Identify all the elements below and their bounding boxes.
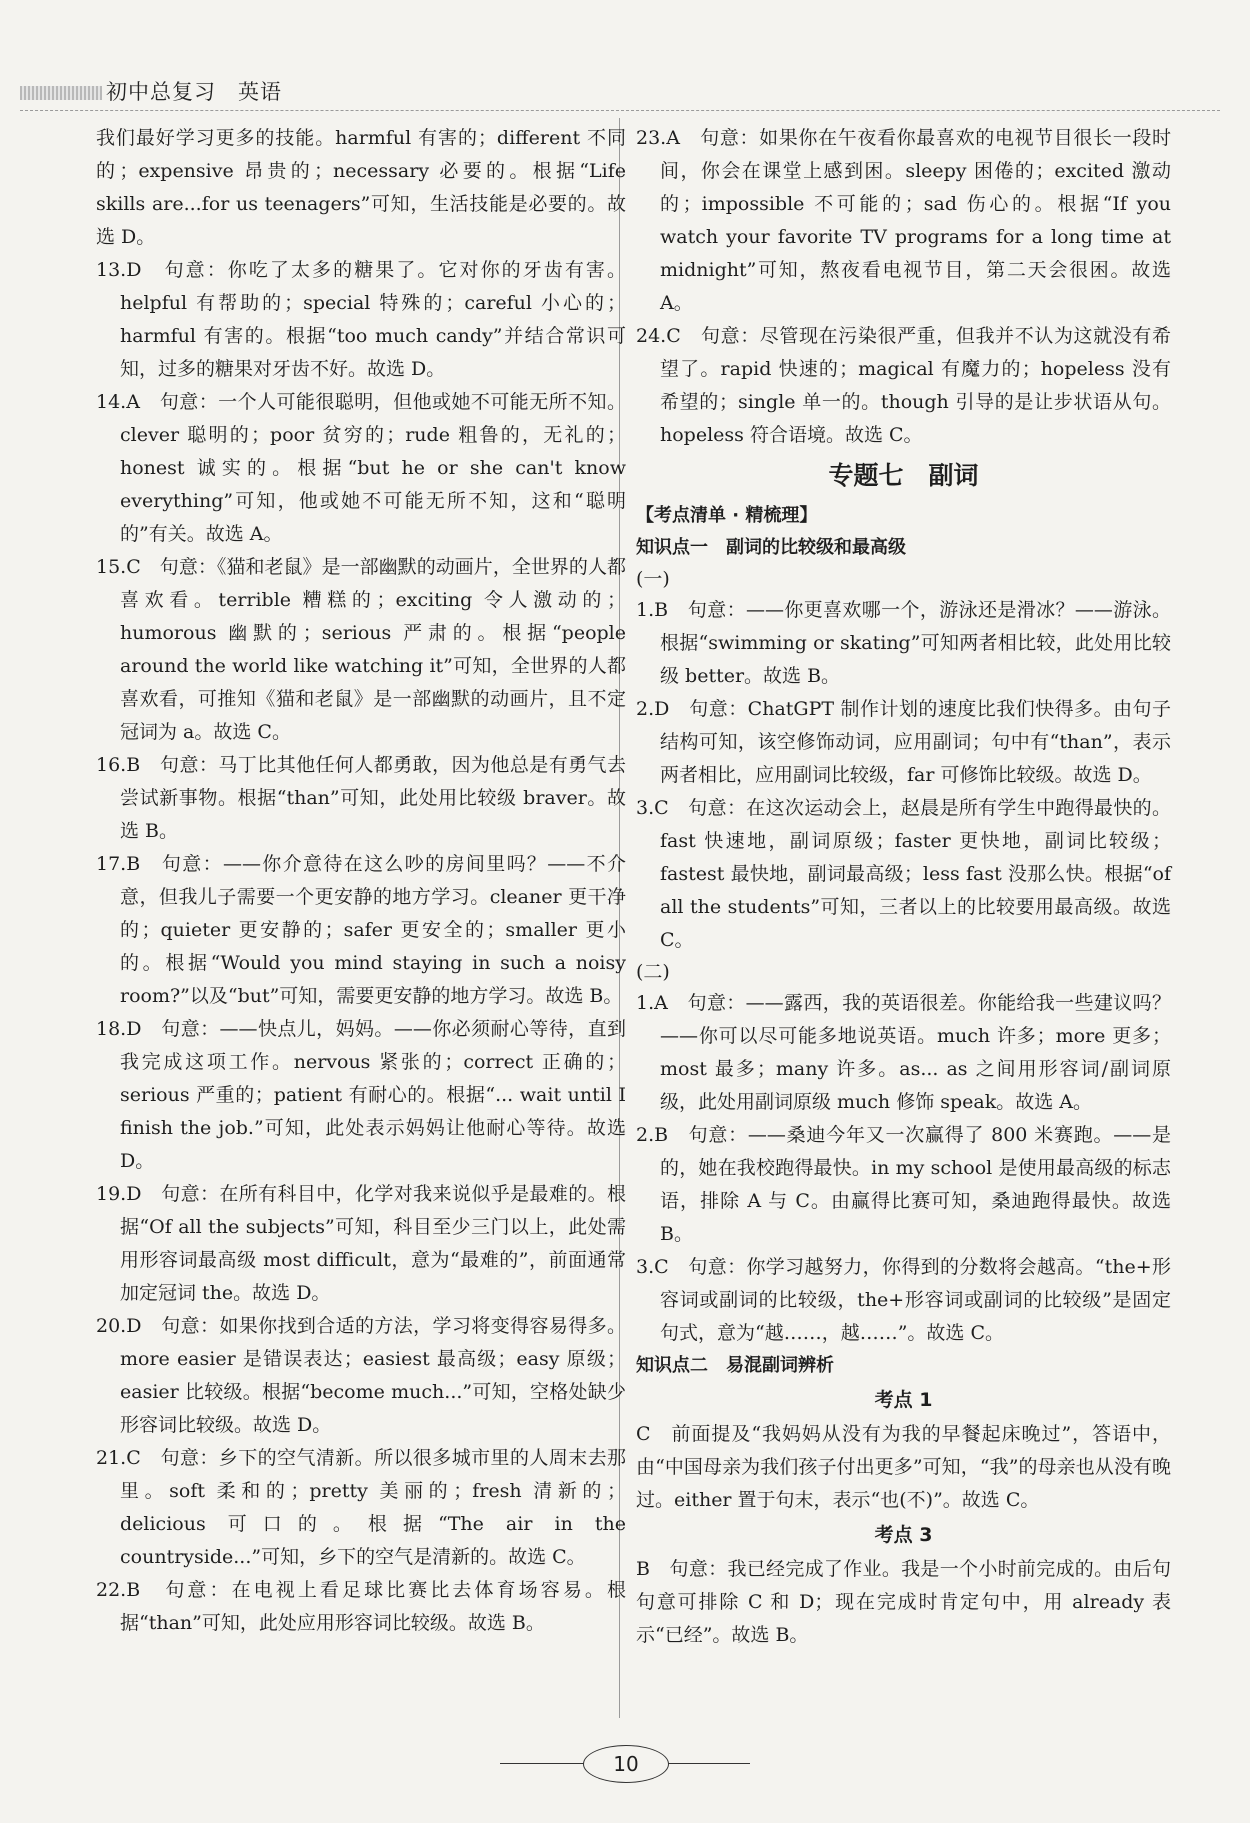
answer-13: 13.D 句意：你吃了太多的糖果了。它对你的牙齿有害。helpful 有帮助的；special 特殊的；careful 小心的；harmful 有害的。根据“too much candy”并结合常识可知，过多的糖果对牙齿不好。故选 D。 [96,259,626,380]
adv-answer-2-2: 2.B 句意：——桑迪今年又一次赢得了 800 米赛跑。——是的，她在我校跑得最快。in my school 是使用最高级的标志语，排除 A 与 C。由赢得比赛可知，桑迪跑得最快。故选 B。 [636,1124,1171,1245]
kaodian-1-text: C 前面提及“我妈妈从没有为我的早餐起床晚过”，答语中，由“中国母亲为我们孩子付出更多”可知，“我”的母亲也从没有晚过。either 置于句末，表示“也(不)”。故选 C。 [636,1423,1171,1511]
answer-19: 19.D 句意：在所有科目中，化学对我来说似乎是最难的。根据“Of all the subjects”可知，科目至少三门以上，此处需用形容词最高级 most difficult，意为“最难的”，前面通常加定冠词 the。故选 D。 [96,1183,626,1304]
kaodian-1-heading: 考点 1 [874,1389,933,1411]
answer-23: 23.A 句意：如果你在午夜看你最喜欢的电视节目很长一段时间，你会在课堂上感到困。sleepy 困倦的；excited 激动的；impossible 不可能的；sad 伤心的。根据“If you watch your favorite TV programs for a long time at midnight”可知，熬夜看电视节目，第二天会很困。故选 A。 [636,127,1171,314]
answer-20: 20.D 句意：如果你找到合适的方法，学习将变得容易得多。more easier 是错误表达；easiest 最高级；easy 原级；easier 比较级。根据“become much...”可知，空格处缺少形容词比较级。故选 D。 [96,1315,626,1436]
subsection-2-label: (二) [636,961,670,983]
header-title: 初中总复习 英语 [106,80,282,104]
answer-24: 24.C 句意：尽管现在污染很严重，但我并不认为这就没有希望了。rapid 快速的；magical 有魔力的；hopeless 没有希望的；single 单一的。though 引导的是让步状语从句。hopeless 符合语境。故选 C。 [636,325,1171,446]
adv-answer-1-3: 3.C 句意：在这次运动会上，赵晨是所有学生中跑得最快的。fast 快速地，副词原级；faster 更快地，副词比较级；fastest 最快地，副词最高级；less fast 没那么快。根据“of all the students”可知，三者以上的比较要用最高级。故选 C。 [636,797,1171,951]
page-header [20,72,1220,112]
page-number-badge [583,1745,669,1783]
answer-17: 17.B 句意：——你介意待在这么吵的房间里吗？——不介意，但我儿子需要一个更安静的地方学习。cleaner 更干净的；quieter 更安静的；safer 更安全的；smaller 更小的。根据“Would you mind staying in such a noisy room?”以及“but”可知，需要更安静的地方学习。故选 B。 [96,853,626,1007]
answer-18: 18.D 句意：——快点儿，妈妈。——你必须耐心等待，直到我完成这项工作。nervous 紧张的；correct 正确的；serious 严重的；patient 有耐心的。根据“... wait until I finish the job.”可知，此处表示妈妈让他耐心等待。故选 D。 [96,1018,626,1172]
header-decoration [20,86,102,100]
answer-22: 22.B 句意：在电视上看足球比赛比去体育场容易。根据“than”可知，此处应用形容词比较级。故选 B。 [96,1579,626,1634]
adv-answer-2-1: 1.A 句意：——露西，我的英语很差。你能给我一些建议吗？——你可以尽可能多地说英语。much 许多；more 更多；most 最多；many 许多。as... as 之间用形容词/副词原级，此处用副词原级 much 修饰 speak。故选 A。 [636,992,1171,1113]
section-bracket-heading: 【考点清单 · 精梳理】 [636,505,818,526]
right-column [636,122,1171,1652]
kaodian-3-heading: 考点 3 [874,1524,933,1546]
knowledge-point-1-title: 知识点一 副词的比较级和最高级 [636,537,906,558]
left-column [96,122,626,1640]
adv-answer-1-1: 1.B 句意：——你更喜欢哪一个，游泳还是滑冰？——游泳。根据“swimming or skating”可知两者相比较，此处用比较级 better。故选 B。 [636,599,1171,687]
kaodian-3-text: B 句意：我已经完成了作业。我是一个小时前完成的。由后句句意可排除 C 和 D；现在完成时肯定句中，用 already 表示“已经”。故选 B。 [636,1558,1171,1646]
subsection-1-label: (一) [636,568,670,590]
section-title: 专题七 副词 [828,461,979,490]
answer-14: 14.A 句意：一个人可能很聪明，但他或她不可能无所不知。clever 聪明的；poor 贫穷的；rude 粗鲁的，无礼的；honest 诚实的。根据“but he or she can't know everything”可知，他或她不可能无所不知，这和“聪明的”有关。故选 A。 [96,391,626,545]
answer-16: 16.B 句意：马丁比其他任何人都勇敢，因为他总是有勇气去尝试新事物。根据“than”可知，此处用比较级 braver。故选 B。 [96,754,626,842]
header-rule [20,110,1220,111]
answer-15: 15.C 句意：《猫和老鼠》是一部幽默的动画片，全世界的人都喜欢看。terrible 糟糕的；exciting 令人激动的；humorous 幽默的；serious 严肃的。根据“people around the world like watching it”可知，全世界的人都喜欢看，可推知《猫和老鼠》是一部幽默的动画片，且不定冠词为 a。故选 C。 [96,556,626,743]
adv-answer-1-2: 2.D 句意：ChatGPT 制作计划的速度比我们快得多。由句子结构可知，该空修饰动词，应用副词；句中有“than”，表示两者相比，应用副词比较级，far 可修饰比较级。故选 D。 [636,698,1171,786]
answer-continuation: 我们最好学习更多的技能。harmful 有害的；different 不同的；expensive 昂贵的；necessary 必要的。根据“Life skills are...for us teenagers”可知，生活技能是必要的。故选 D。 [96,127,626,248]
page-number: 10 [613,1752,639,1776]
knowledge-point-2-title: 知识点二 易混副词辨析 [636,1355,834,1376]
answer-21: 21.C 句意：乡下的空气清新。所以很多城市里的人周末去那里。soft 柔和的；pretty 美丽的；fresh 清新的；delicious 可口的。根据“The air in the countryside...”可知，乡下的空气是清新的。故选 C。 [96,1447,626,1568]
adv-answer-2-3: 3.C 句意：你学习越努力，你得到的分数将会越高。“the+形容词或副词的比较级，the+形容词或副词的比较级”是固定句式，意为“越……，越……”。故选 C。 [636,1256,1171,1344]
